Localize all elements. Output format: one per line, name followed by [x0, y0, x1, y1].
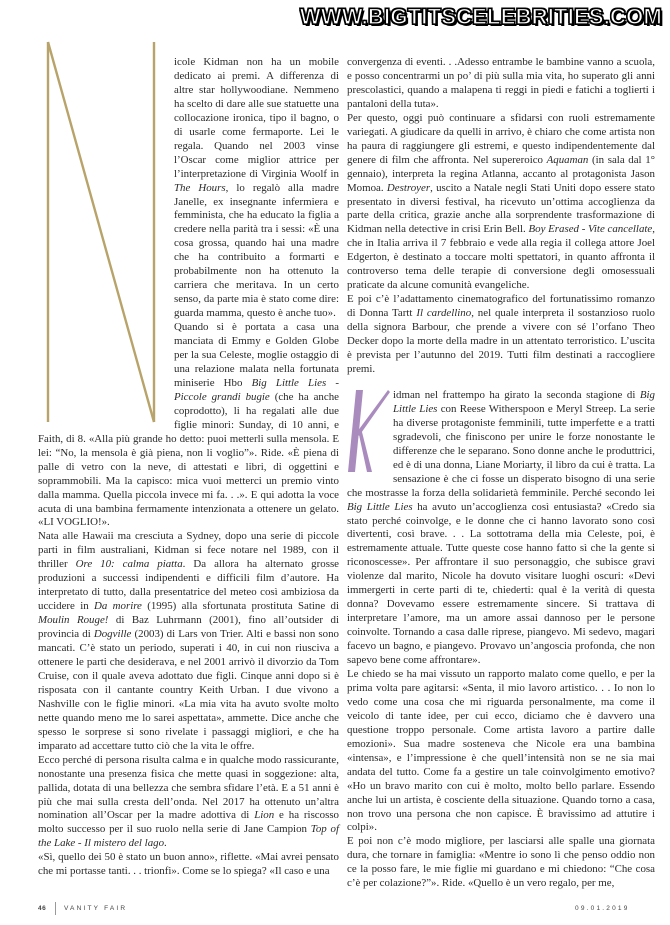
paragraph: Le chiedo se ha mai vissuto un rapporto malato come quello, e per la prima volta pare agitarsi: «Senta, il mio lavoro artistico. . . Io non lo vedo come una cosa che mi riguarda personalmente, ma come il veicolo di tante idee, per cui ecco, diciamo che è davvero una questione troppo personale. Come artista lavoro a partire dalle emozioni». Sua madre sosteneva che Nicole era una bambina «intensa», e l’impressione è che quell’intensità non se ne sia mai andata del tutto. Come fa a gestire un tale coinvolgimento emotivo? «Ho un bravo marito con cui è molto, molto bello parlare. Essendo anche lui un artista, è cosciente della situazione. Quando torno a casa, non trovo una persona che non capisce. È bravissimo ad attutire i colpi».	[347, 667, 655, 834]
title-italic: Il cardellino	[416, 307, 472, 320]
dropcap-n-diagonal-stroke	[48, 42, 154, 422]
column-left	[38, 56, 339, 891]
footer-divider	[55, 902, 56, 915]
column-right	[347, 56, 655, 891]
text-run: di Baz Luhrmann (2001), fino all’outsider di provincia di	[38, 614, 339, 641]
text-run: , lo regalò alla madre Janelle, ex insegnante infermiera e femminista, che ha educato la figlia a credere nella parità tra i sessi: «È una cosa grossa, quando hai una madre che ha contribuito a formarti e probabilmente non ha ottenuto la carriera che meritava. In un certo senso, da parte mia è stato come dire: guarda mamma, questo è anche tuo».	[174, 181, 339, 320]
text-run: , uscito a Natale negli Stati Uniti dopo essere stato presentato in diversi festival, ha ricevuto un’ottima accoglienza da parte della critica, grazie anche alla sorprendente trasformazione di Kidman nella detective in crisi Erin Bell.	[347, 181, 655, 236]
text-run: (che ha anche coprodotto), li ha regalati alle due figlie minori: Sunday, di 10 anni, e Faith, di 8. «Alla più grande ho detto: puoi metterli sulla mensola. E lei: “No, la	[38, 390, 339, 459]
text-run: .	[164, 837, 167, 850]
paragraph: «Sì, quello dei 50 è stato un buon anno», riflette. «Mai avrei pensato che mi portasse tanti. . . trionfi». Come se lo spiega? «Il caso e una	[38, 851, 339, 878]
paragraph	[38, 754, 339, 852]
text-run: e ha riscosso molto successo per il suo ruolo nella serie di Jane Campion	[38, 809, 340, 836]
paragraph: E poi non c’è modo migliore, per lasciarsi alle spalle una giornata dura, che tornare in famiglia: «Mentre io sono lì che penso oddio non ce la posso fare, le mie figlie mi guardano e mi chiedono: “Che cosa c’è per colazione?”». Ride. «Quello è un vero regalo, per me,	[347, 835, 655, 890]
title-italic: Top of the Lake - Il mistero del lago	[38, 823, 339, 850]
page-footer	[0, 901, 670, 925]
paragraph	[347, 293, 655, 377]
title-italic: Ore 10: calma piatta	[75, 558, 183, 571]
title-italic: Moulin Rouge!	[38, 614, 109, 627]
text-run: , che in Italia arriva il 7 febbraio e vede alla regia il collega attore Joel Edgerton, è destinato a toccare molti spettatori, in quanto affronta il controverso tema delle terapie di conversione degli omosessuali praticate da alcune comunità evangeliche.	[347, 223, 655, 292]
watermark: WWW.BIGTITSCELEBRITIES.COM	[299, 4, 662, 29]
text-run: Quando si è portata a casa una manciata di Emmy e Golden Globe per la sua Celeste, moglie ostaggio di una relazione malata nella fortunata miniserie Hbo	[174, 321, 339, 389]
text-run: (in sala dal 1° gennaio), interpreta la regina Atlanna, accanto al protagonista Jason Momoa.	[347, 153, 655, 194]
text-run: ha avuto un’accoglienza così entusiasta? «Credo sia stato perché coinvolge, e le donne che ci hanno lavorato sono così divertenti, così brave. . . La sottotrama della mia Celeste, poi, è estremamente attuale. Tutte queste cose hanno fatto sì che la gente si riconoscesse». Per affrontare il suo personaggio, che subisce gravi violenze dal marito, Nicole ha dovuto visitare luoghi oscuri: «Devi immergerti in certe parti di te, chiederti: qual è la verità di questa donna? Dovevamo essere estremamente sincere. Si trattava di interpretare l’amore, ma un amore assai dannoso per le persone coinvolte. Tornando a casa dalle riprese, piangevo. Mi sedevo, magari facevo un bagno, e piangevo. Provavo un’angoscia profonda, che non sapevo bene come affrontare».	[347, 500, 656, 667]
text-run: . Da allora ha alternato grosse produzioni a successi indipendenti e difficili film d’autore. Ha interpretato di tutto, dalla presentatrice del meteo così ambiziosa da uccidere in	[38, 558, 340, 613]
title-italic: Lion	[254, 809, 275, 822]
title-italic: Big Little Lies	[393, 388, 655, 415]
k-section	[347, 389, 655, 891]
text-run: mensola è già piena, non li voglio”». Ride. «È piena di palle di vetro con la neve, di attestati e libri, di oggettini e soprammobili. Ma la capisco: mica vuoi metterci un premio vinto dalla mamma. Quella piccola invece mi fa. . .». E qui adotta la voce acuta di una bambina fermamente intenzionata a ottenere un gelato. «LI VOGLIO!».	[38, 446, 339, 529]
dropcap-k-lower-leg	[358, 428, 372, 472]
issue-date: 09.01.2019	[575, 905, 630, 913]
title-italic: The Hours	[174, 181, 226, 194]
text-run: Nata alle Hawaii ma cresciuta a Sydney, dopo una serie di piccole parti in film australiani, Kidman si fece notare nel 1989, con il thriller	[38, 530, 339, 571]
text-run: idman nel frattempo ha girato la seconda stagione di	[393, 388, 640, 401]
title-italic: Destroyer	[386, 181, 431, 194]
text-run: (1995) alla sfortunata prostituta Satine di	[141, 600, 340, 613]
paragraph	[347, 112, 655, 293]
text-run: (2003) di Lars von Trier. Alti e bassi non sono mancati. C’è stato un periodo, superati i 40, in cui non riusciva a ottenere le parti che desiderava, e nel 2001 arrivò il divorzio da Tom Cruise, con il quale aveva adottato due figli. Cinque anni dopo si è risposata con il cantante country Keith Urban. I due vivono a Nashville con le figlie minori. «La mia vita ha avuto svolte molto nette quando meno me lo sarei aspettata», ammette. Dice anche che spesso le sorprese si sono rivelate i passaggi migliori, e che ha imparato ad accettare tutto ciò che la vita le offre.	[38, 628, 340, 752]
paragraph-k-intro	[347, 389, 655, 668]
text-run: Ecco perché di persona risulta calma e in qualche modo rassicurante, nonostante una presenza fisica che mette quasi in soggezione: alta, pallida, dotata di una bellezza che sembra sfidare l’età. E a 51 anni è più che mai sulla cresta dell’onda. Nel 2017 ha ottenuto un’altra nomination all’Oscar per la madre adottiva di	[38, 753, 339, 822]
text-run: E poi c’è l’adattamento cinematografico del fortunatissimo romanzo di Donna Tartt	[347, 293, 655, 320]
title-italic: Big Little Lies	[347, 500, 413, 513]
paragraph	[38, 530, 339, 753]
text-run: icole Kidman non ha un mobile dedicato ai premi. A differenza di altre star hollywoodiane. Nemmeno ha scelto di dare alle sue statuette una collocazione ironica, tipo il bagno, o di usarle come fermaporte. Lei le regala. Quando nel 2003 vinse l’Oscar come miglior attrice per l’interpretazione di Virginia Woolf in	[174, 56, 339, 180]
text-run: con Reese Witherspoon e Meryl Streep. La serie ha diverse protagoniste femminili, tutte imperfette e a tratti sgradevoli, che finiscono per unire le forze nonostante le differenze che le separano. Sono donne anche le produttrici, ed è di una donna, Liane Moriarty, il libro da cui è tratta.	[393, 402, 655, 471]
title-italic: Aquaman	[546, 153, 589, 166]
title-italic: Da morire	[94, 600, 142, 613]
dropcap-k-letter	[346, 390, 390, 472]
text-run: La sensazione è che ci fosse un disperato bisogno di una serie che mostrasse la forza della solidarietà femminile. Perché secondo lei	[347, 458, 655, 499]
dropcap-n	[44, 40, 157, 424]
page-number: 46	[38, 905, 47, 913]
magazine-name: VANITY FAIR	[64, 905, 128, 913]
title-italic: Boy Erased - Vite cancellate	[528, 223, 653, 236]
text-run: , nel quale interpreta il sostanzioso ruolo della signora Barbour, che prende a vivere con sé l’orfano Theo Decker dopo la morte della madre in un attentato terroristico. L’uscita è prevista per l’autunno del 2019. Tutti film destinati a raccogliere premi.	[347, 307, 655, 375]
title-italic: Big Little Lies - Piccole grandi bugie	[174, 376, 339, 403]
text-run: Per questo, oggi può continuare a sfidarsi con ruoli estremamente variegati. A giudicare da quelli in arrivo, è chiaro che come artista non ha paura di raggiungere gli estremi, e questo indipendentemente dal genere di film che affronta. Nel supereroico	[347, 111, 655, 166]
dropcap-k	[346, 390, 390, 472]
paragraph: convergenza di eventi. . .Adesso entrambe le bambine vanno a scuola, e posso concentrarmi un po’ di più sulla mia vita, ho superato gli anni prescolastici, quando a malapena ti reggi in piedi e fatichi a toglierti i pantaloni della tuta».	[347, 56, 655, 110]
dropcap-n-letter	[44, 40, 157, 424]
title-italic: Dogville	[93, 628, 132, 641]
